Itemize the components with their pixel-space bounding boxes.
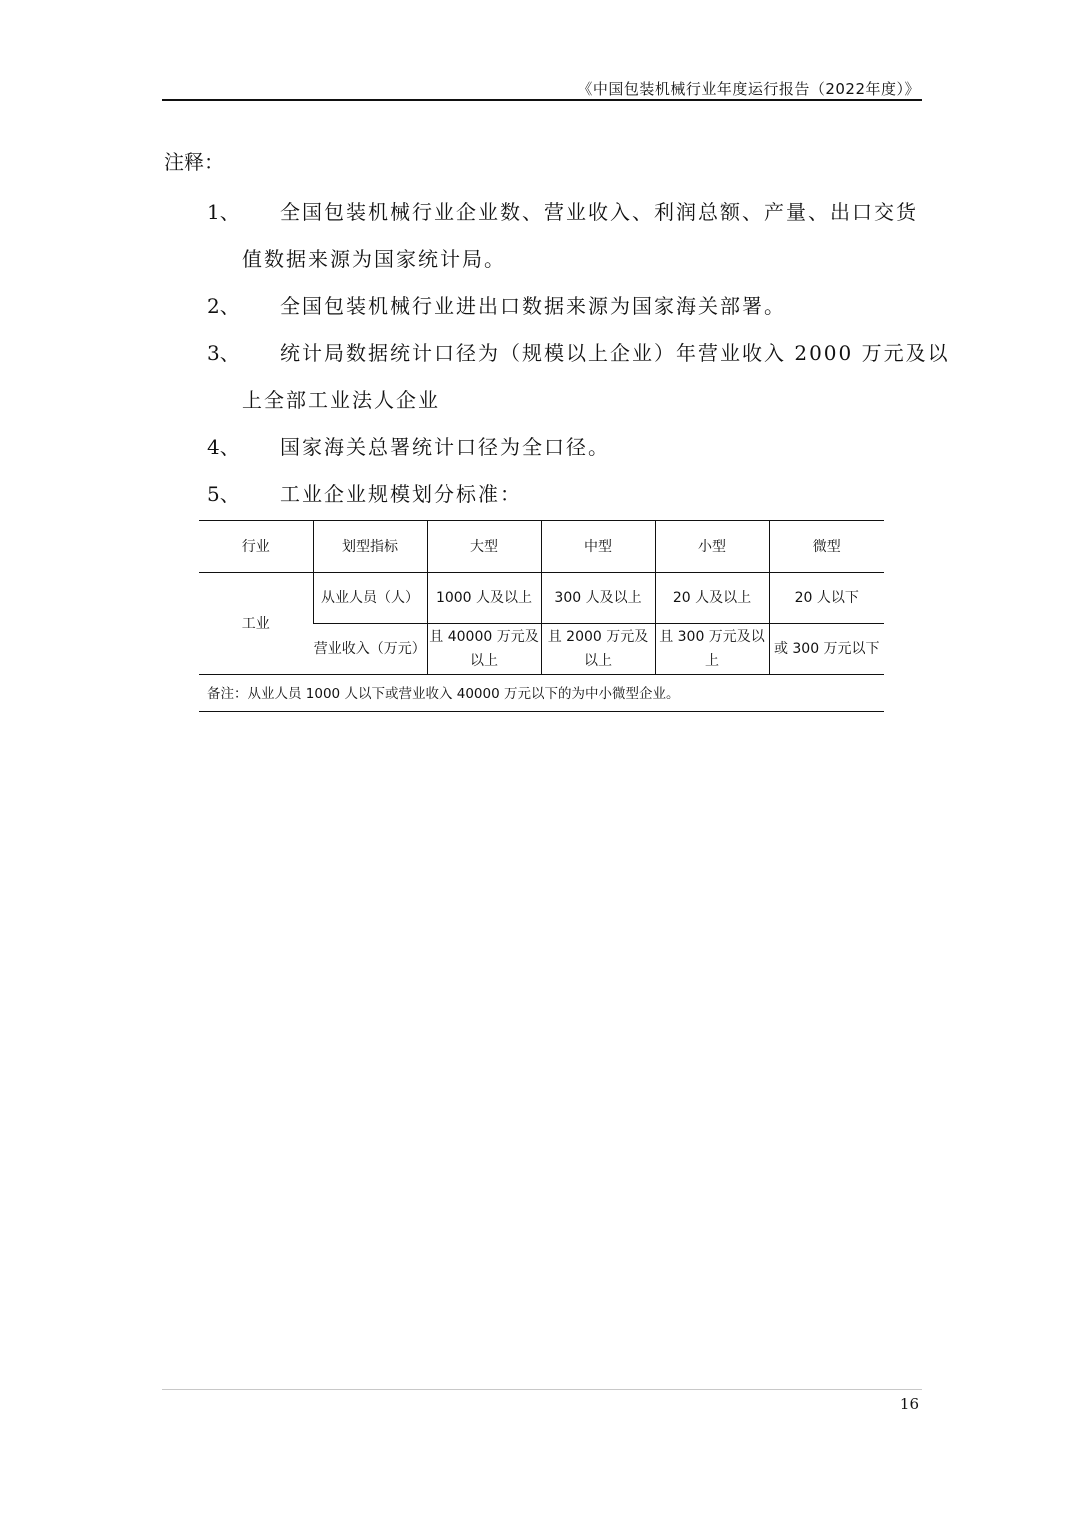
- note-text-2: 全国包装机械行业进出口数据来源为国家海关部署。: [280, 294, 786, 318]
- industry-cell: 工业: [199, 573, 313, 675]
- header-indicator: 划型指标: [313, 521, 427, 573]
- page-number: 16: [899, 1395, 919, 1413]
- enterprise-scale-table: [199, 520, 884, 675]
- value-cell-small: 且 300 万元及以上: [655, 624, 769, 675]
- note-number-3: 3、: [207, 341, 240, 365]
- header-large: 大型: [427, 521, 541, 573]
- header-industry: 行业: [199, 521, 313, 573]
- notes-heading: 注释：: [164, 150, 224, 174]
- header-divider: [162, 99, 922, 101]
- note-text-3-continued: 上全部工业法人企业: [242, 388, 440, 412]
- footer-divider: [162, 1389, 922, 1390]
- header-micro: 微型: [769, 521, 884, 573]
- table-row: [199, 573, 884, 624]
- note-number-2: 2、: [207, 294, 240, 318]
- note-text-4: 国家海关总署统计口径为全口径。: [280, 435, 610, 459]
- header-medium: 中型: [541, 521, 655, 573]
- table-header-row: [199, 521, 884, 573]
- table-footnote: 备注：从业人员 1000 人以下或营业收入 40000 万元以下的为中小微型企业。: [199, 676, 884, 712]
- report-header-title: 《中国包装机械行业年度运行报告（2022年度）》: [577, 80, 920, 98]
- note-text-3: 统计局数据统计口径为（规模以上企业）年营业收入 2000 万元及以: [280, 341, 950, 365]
- note-number-5: 5、: [207, 482, 240, 506]
- header-small: 小型: [655, 521, 769, 573]
- value-cell-medium: 且 2000 万元及以上: [541, 624, 655, 675]
- note-text-1-continued: 值数据来源为国家统计局。: [242, 247, 506, 271]
- note-number-1: 1、: [207, 200, 240, 224]
- value-cell-large: 且 40000 万元及以上: [427, 624, 541, 675]
- value-cell-medium: 300 人及以上: [541, 573, 655, 624]
- note-text-5: 工业企业规模划分标准：: [280, 482, 522, 506]
- value-cell-micro: 或 300 万元以下: [769, 624, 884, 675]
- indicator-cell: 从业人员（人）: [313, 573, 427, 624]
- indicator-cell: 营业收入（万元）: [313, 624, 427, 675]
- value-cell-small: 20 人及以上: [655, 573, 769, 624]
- note-text-1: 全国包装机械行业企业数、营业收入、利润总额、产量、出口交货: [280, 200, 918, 224]
- value-cell-micro: 20 人以下: [769, 573, 884, 624]
- note-number-4: 4、: [207, 435, 240, 459]
- value-cell-large: 1000 人及以上: [427, 573, 541, 624]
